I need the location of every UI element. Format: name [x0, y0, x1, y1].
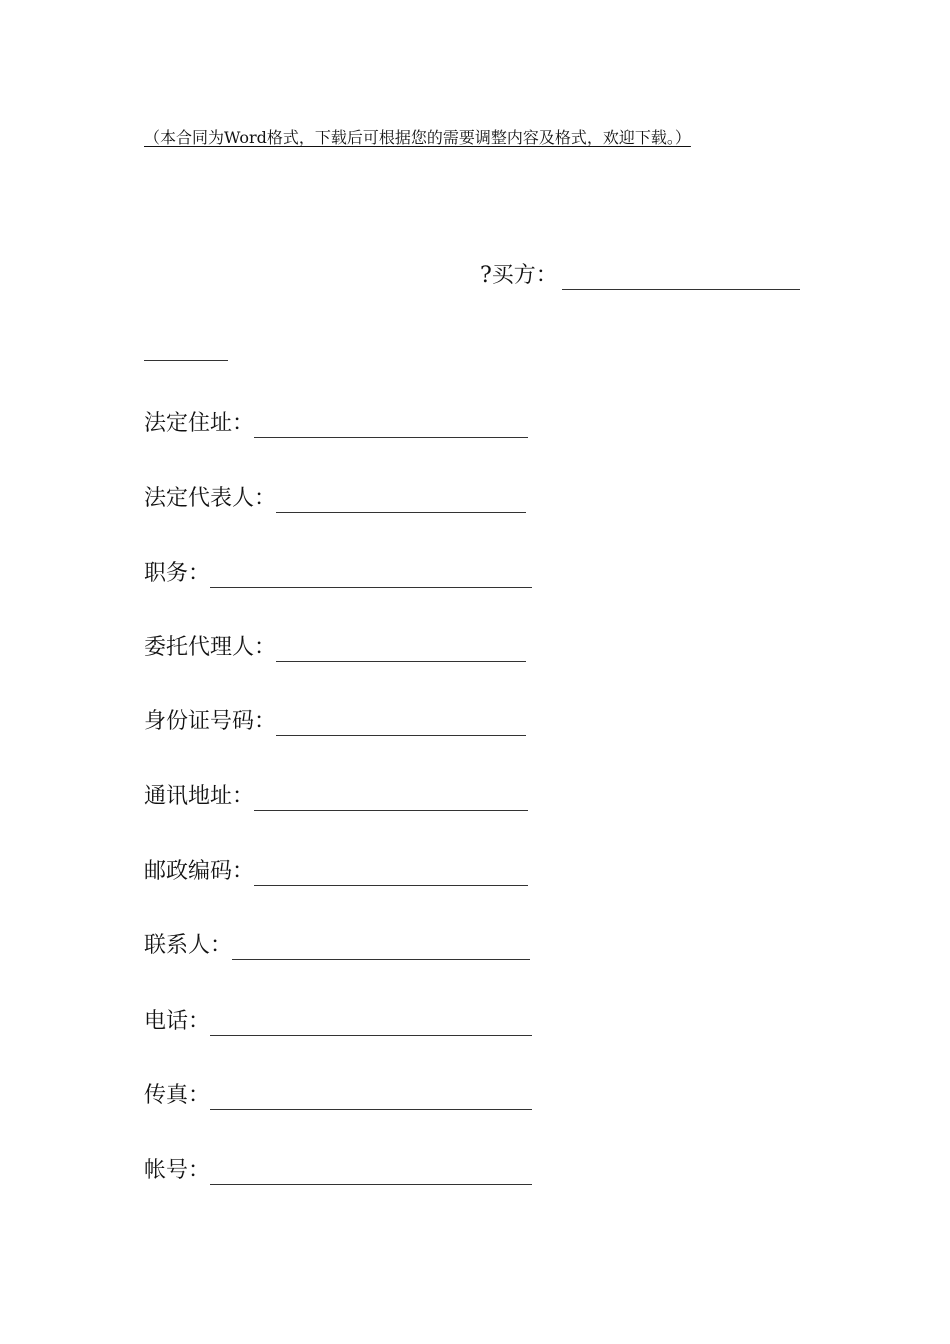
- field-blank: [254, 417, 528, 438]
- field-postal-code: [144, 858, 528, 886]
- field-agent: [144, 634, 526, 662]
- field-fax: [144, 1082, 532, 1110]
- field-legal-representative: [144, 485, 526, 513]
- field-label: 法定住址：: [144, 411, 255, 436]
- field-blank: [254, 865, 528, 886]
- field-blank: [254, 790, 528, 811]
- field-label: 联系人：: [144, 933, 233, 958]
- field-blank: [232, 939, 530, 960]
- field-label: 职务：: [144, 561, 211, 586]
- buyer-blank-continuation: [144, 360, 228, 361]
- field-label: 委托代理人：: [144, 635, 277, 660]
- field-blank: [210, 567, 532, 588]
- field-legal-address: [144, 410, 528, 438]
- field-mailing-address: [144, 783, 528, 811]
- field-label: 邮政编码：: [144, 859, 255, 884]
- field-label: 身份证号码：: [144, 709, 277, 734]
- field-contact-person: [144, 932, 530, 960]
- buyer-label: ?买方：: [480, 263, 558, 288]
- buyer-blank: [562, 267, 800, 290]
- field-label: 通讯地址：: [144, 784, 255, 809]
- field-blank: [210, 1089, 532, 1110]
- field-blank: [210, 1015, 532, 1036]
- field-position: [144, 560, 532, 588]
- field-label: 帐号：: [144, 1158, 211, 1183]
- field-blank: [276, 641, 526, 662]
- field-account-number: [144, 1157, 532, 1185]
- buyer-line: [480, 262, 800, 290]
- field-blank: [276, 492, 526, 513]
- field-label: 电话：: [144, 1009, 211, 1034]
- document-note: （本合同为Word格式，下载后可根据您的需要调整内容及格式，欢迎下载。）: [144, 128, 691, 147]
- field-telephone: [144, 1008, 532, 1036]
- field-id-number: [144, 708, 526, 736]
- field-label: 传真：: [144, 1083, 211, 1108]
- field-label: 法定代表人：: [144, 486, 277, 511]
- field-blank: [276, 715, 526, 736]
- field-blank: [210, 1164, 532, 1185]
